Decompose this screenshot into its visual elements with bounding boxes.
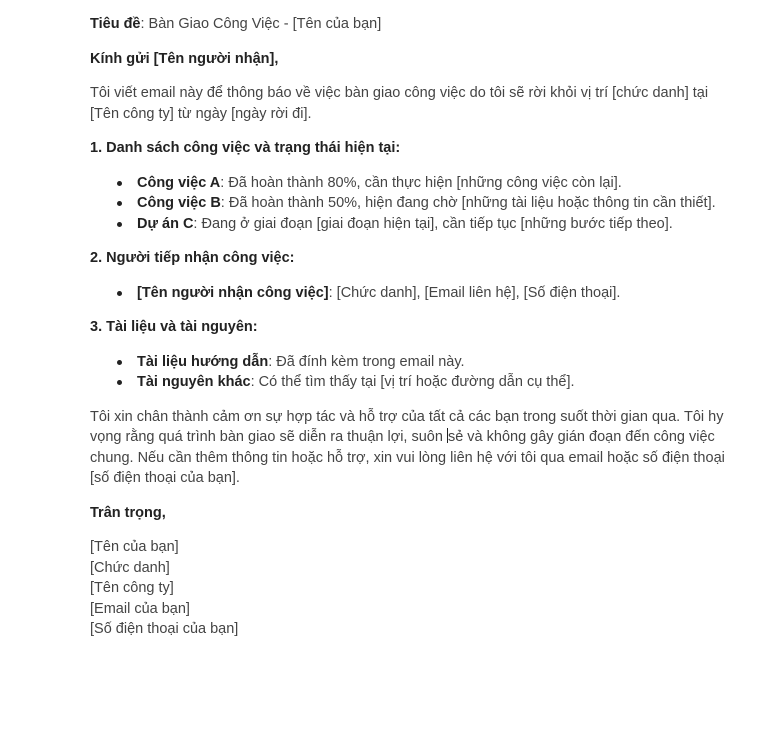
signature-line: [Email của bạn] bbox=[90, 600, 190, 617]
item-desc: : Đang ở giai đoạn [giai đoạn hiện tại], cần tiếp tục [những bước tiếp theo]. bbox=[193, 215, 673, 232]
intro-paragraph: Tôi viết email này để thông báo về việc bàn giao công việc do tôi sẽ rời khỏi vị trí [chức danh] tại [Tên công ty] từ ngày [ngày rời đi]. bbox=[90, 85, 709, 122]
closing-paragraph bbox=[90, 407, 730, 489]
signoff: Trân trọng, bbox=[90, 504, 166, 521]
item-desc: : Đã hoàn thành 80%, cần thực hiện [những công việc còn lại]. bbox=[220, 174, 622, 191]
section-3-title: 3. Tài liệu và tài nguyên: bbox=[90, 319, 258, 335]
signature-block bbox=[90, 537, 730, 640]
item-name: Công việc A bbox=[137, 174, 221, 191]
signature-line: [Tên của bạn] bbox=[90, 539, 179, 555]
subject-value: : Bàn Giao Công Việc - [Tên của bạn] bbox=[140, 16, 382, 32]
item-name: Dự án C bbox=[137, 215, 194, 232]
subject-label: Tiêu đề bbox=[90, 16, 141, 32]
subject-line bbox=[90, 14, 730, 35]
list-item bbox=[137, 193, 730, 214]
list-item bbox=[137, 372, 730, 393]
item-desc: : Đã hoàn thành 50%, hiện đang chờ [những tài liệu hoặc thông tin cần thiết]. bbox=[220, 195, 716, 211]
signature-line: [Số điện thoại của bạn] bbox=[90, 621, 239, 637]
list-item bbox=[137, 173, 730, 194]
section-2-title: 2. Người tiếp nhận công việc: bbox=[90, 250, 295, 266]
item-name: [Tên người nhận công việc] bbox=[137, 284, 329, 301]
greeting: Kính gửi [Tên người nhận], bbox=[90, 50, 279, 67]
list-item bbox=[137, 283, 730, 304]
closing-text-end: sẻ và không gây gián đoạn đến công việc chung. Nếu cần thêm thông tin hoặc hỗ trợ, xin vui lòng liên hệ với tôi qua email hoặc số điện thoại [số điện thoại của bạn]. bbox=[90, 429, 725, 486]
item-desc: : Có thể tìm thấy tại [vị trí hoặc đường dẫn cụ thể]. bbox=[250, 374, 575, 390]
item-desc: : [Chức danh], [Email liên hệ], [Số điện thoại]. bbox=[328, 284, 621, 301]
signature-line: [Tên công ty] bbox=[90, 580, 174, 596]
resource-list bbox=[90, 352, 730, 393]
recipient-list bbox=[90, 283, 730, 304]
item-name: Tài liệu hướng dẫn bbox=[137, 353, 269, 370]
closing-text-start: Tôi xin chân thành cảm ơn sự hợp tác và hỗ trợ của tất cả các bạn trong suốt thời gian qua. Tôi hy vọng rằng quá trình bàn giao sẽ diễn ra thuận lợi, suôn bbox=[90, 408, 724, 445]
signature-line: [Chức danh] bbox=[90, 559, 170, 576]
item-name: Tài nguyên khác bbox=[137, 374, 251, 390]
item-name: Công việc B bbox=[137, 195, 221, 211]
list-item bbox=[137, 214, 730, 235]
item-desc: : Đã đính kèm trong email này. bbox=[268, 353, 465, 370]
list-item bbox=[137, 352, 730, 373]
task-list bbox=[90, 173, 730, 235]
section-1-title: 1. Danh sách công việc và trạng thái hiện tại: bbox=[90, 140, 401, 156]
